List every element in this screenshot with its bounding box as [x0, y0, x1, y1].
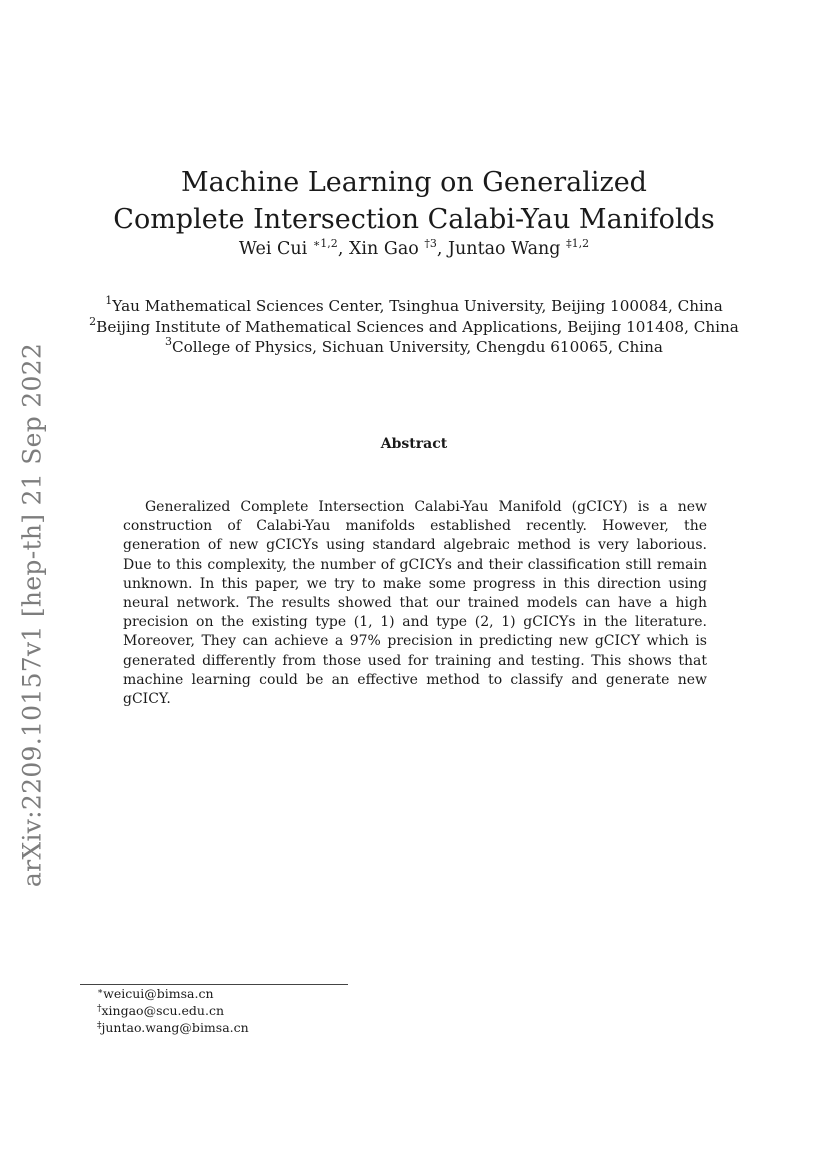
- author-name: Xin Gao: [348, 239, 419, 259]
- affiliation-number: 1: [105, 294, 113, 307]
- footnote-email[interactable]: xingao@scu.edu.cn: [101, 1002, 224, 1018]
- author-name: Wei Cui: [238, 239, 308, 259]
- footnote-list: [97, 986, 249, 1036]
- affiliation-number: 2: [89, 314, 97, 328]
- footnote-divider: [80, 984, 348, 985]
- footnote-email[interactable]: juntao.wang@bimsa.cn: [101, 1019, 249, 1035]
- author-mark: ∗1,2: [312, 237, 338, 250]
- author-mark: †3: [424, 237, 437, 250]
- abstract-text: Generalized Complete Intersection Calabi-Yau Manifold (gCICY) is a new construction of Calabi-Yau manifolds established recently. However, the generation of new gCICYs using standard algebraic method is very laborious. Due to this complexity, the number of gCICYs and their classification still remain unknown. In this paper, we try to make some progress in this direction using neural network. The results showed that our trained models can have a high precision on the existing type (1, 1) and type (2, 1) gCICYs in the literature. Moreover, They can achieve a 97% precision in predicting new gCICY which is generated differently from those used for training and testing. This shows that machine learning could be an effective method to classify and generate new gCICY.: [123, 499, 707, 708]
- author-name: Juntao Wang: [448, 239, 561, 259]
- paper-title: [0, 164, 828, 238]
- affiliation-item: [0, 337, 828, 358]
- affiliation-text: Beijing Institute of Mathematical Sciences and Applications, Beijing 101408, China: [96, 317, 739, 336]
- footnote-mark: ∗: [97, 987, 104, 997]
- footnote-item: [97, 986, 249, 1003]
- affiliation-text: Yau Mathematical Sciences Center, Tsinghua University, Beijing 100084, China: [112, 297, 723, 315]
- title-line-1: Machine Learning on Generalized: [181, 167, 647, 199]
- affiliation-list: [0, 296, 828, 358]
- footnote-item: [97, 1003, 249, 1020]
- author-list: [0, 239, 828, 259]
- author-separator: ,: [337, 239, 349, 259]
- author-mark: ‡1,2: [566, 237, 590, 250]
- footnote-mark: ‡: [97, 1020, 102, 1031]
- affiliation-item: [0, 314, 828, 338]
- affiliation-number: 3: [165, 335, 173, 348]
- arxiv-identifier[interactable]: arXiv:2209.10157v1 [hep-th] 21 Sep 2022: [17, 342, 47, 888]
- affiliation-text: College of Physics, Sichuan University, Chengdu 610065, China: [172, 338, 663, 356]
- author-separator: ,: [436, 239, 449, 259]
- abstract-heading: Abstract: [380, 436, 448, 452]
- footnote-mark: †: [97, 1003, 102, 1014]
- title-line-2: Complete Intersection Calabi-Yau Manifolds: [113, 204, 715, 236]
- footnote-item: [97, 1020, 249, 1037]
- footnote-email[interactable]: weicui@bimsa.cn: [103, 986, 214, 1001]
- affiliation-item: [0, 296, 828, 317]
